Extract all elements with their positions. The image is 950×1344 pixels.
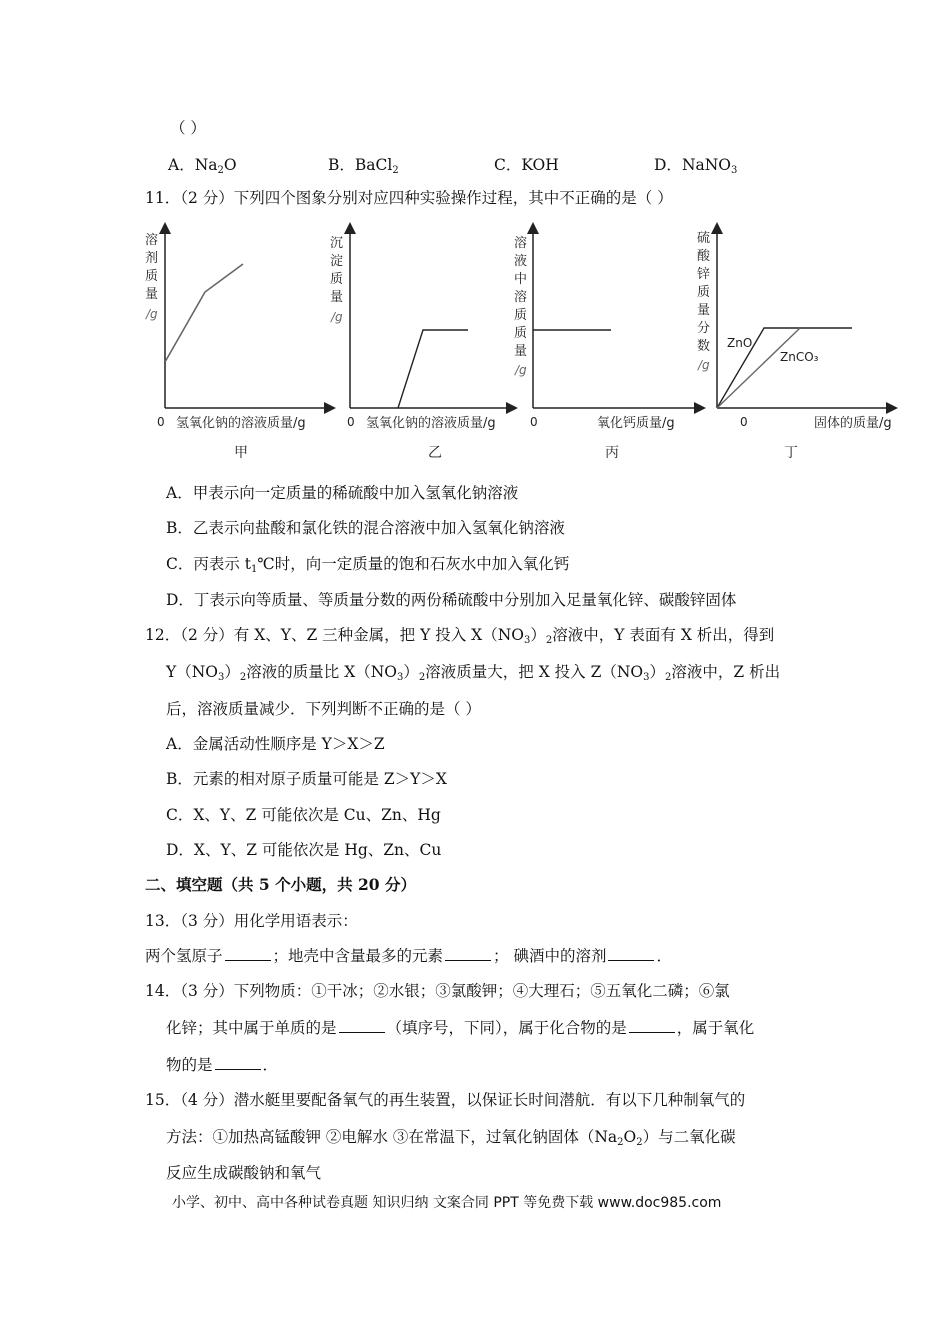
graph-yi-ylabel-char: 沉 — [330, 236, 344, 251]
q14-line1: 14．（3 分）下列物质：①干冰；②水银；③氯酸钾；④大理石；⑤五氧化二磷；⑥氯 — [145, 982, 730, 1000]
graph-yi-caption: 乙 — [428, 445, 442, 460]
graph-jia-curve — [165, 264, 243, 362]
graph-ding-ylabel-char: 硫 — [697, 231, 711, 246]
q12-option-a: A．金属活动性顺序是 Y＞X＞Z — [166, 735, 385, 753]
graph-ding-xlabel: 固体的质量/g — [814, 416, 892, 431]
graph-ding-ylabel-char: 量 — [697, 303, 711, 318]
q11-option-b: B．乙表示向盐酸和氯化铁的混合溶液中加入氢氧化钠溶液 — [166, 519, 565, 537]
graph-jia-yunit: /g — [146, 307, 158, 321]
q12-option-b: B．元素的相对原子质量可能是 Z＞Y＞X — [166, 770, 447, 788]
q15-line3: 反应生成碳酸钠和氧气 — [166, 1164, 322, 1182]
q13-blanks: 两个氢原子 ；地壳中含量最多的元素 ； 碘酒中的溶剂 ． — [145, 947, 672, 965]
graph-jia-ylabel-char: 量 — [145, 287, 159, 302]
q10-option-c: C．KOH — [494, 156, 559, 174]
graph-bing-caption: 丙 — [605, 445, 619, 460]
graph-ding — [697, 228, 892, 460]
graph-bing-ylabel-char: 质 — [514, 308, 528, 323]
graph-jia-ylabel — [145, 232, 158, 302]
q10-option-b: B．BaCl$_2$ — [328, 156, 399, 176]
graph-bing-ylabel — [514, 235, 527, 359]
q11-option-c: C．丙表示 $t_1℃$时，向一定质量的饱和石灰水中加入氧化钙 — [166, 555, 570, 575]
graph-yi-origin: 0 — [347, 415, 355, 429]
answer-blank[interactable] — [225, 946, 271, 961]
footer-text: 小学、初中、高中各种试卷真题 知识归纳 文案合同 PPT 等免费下载 www.doc985.com — [172, 1195, 722, 1211]
graph-yi-ylabel — [330, 236, 343, 305]
graph-bing-ylabel-char: 液 — [514, 254, 528, 269]
graph-yi-ylabel-char: 淀 — [330, 254, 344, 269]
q12-option-d: D．X、Y、Z 可能依次是 Hg、Zn、Cu — [166, 841, 442, 859]
graph-jia-ylabel-char: 溶 — [145, 233, 159, 248]
q10-paren: （ ） — [170, 119, 206, 137]
graph-bing-ylabel-char: 溶 — [514, 236, 528, 251]
q14-line3: 物的是 ． — [166, 1056, 279, 1074]
q12-line2: $Y(NO_3)_2$溶液的质量比 $X(NO_3)_2$溶液质量大，把 X 投入 $Z(NO_3)_2$溶液中，Z 析出 — [166, 663, 781, 683]
graph-ding-ylabel-char: 酸 — [697, 249, 711, 264]
graph-yi-ylabel-char: 量 — [330, 290, 344, 305]
graph-bing-origin: 0 — [530, 415, 538, 429]
graph-yi-ylabel-char: 质 — [330, 272, 344, 287]
q11-option-a: A．甲表示向一定质量的稀硫酸中加入氢氧化钠溶液 — [166, 484, 519, 502]
section-heading: 二、填空题（共 5 个小题，共 20 分） — [145, 875, 416, 894]
graph-ding-ylabel-char: 质 — [697, 285, 711, 300]
graph-jia-xlabel: 氢氧化钠的溶液质量/g — [176, 416, 306, 431]
answer-blank[interactable] — [629, 1018, 675, 1033]
graph-bing-ylabel-char: 量 — [514, 344, 528, 359]
graph-yi-xlabel: 氢氧化钠的溶液质量/g — [366, 416, 496, 431]
graph-ding-label-znco3: ZnCO₃ — [780, 350, 819, 364]
graph-jia-origin: 0 — [157, 415, 165, 429]
graph-bing-xlabel: 氧化钙质量/g — [597, 416, 675, 431]
graph-yi-yunit: /g — [331, 310, 343, 324]
q11-graphs — [0, 220, 950, 460]
q12-option-c: C．X、Y、Z 可能依次是 Cu、Zn、Hg — [166, 806, 441, 824]
graph-ding-caption: 丁 — [784, 445, 798, 460]
answer-blank[interactable] — [445, 946, 491, 961]
q12-line1: 12．（2 分）有 X、Y、Z 三种金属，把 Y 投入 $X(NO_3)_2$溶液中，Y 表面有 X 析出，得到 — [145, 626, 775, 646]
graph-jia-ylabel-char: 剂 — [145, 251, 159, 266]
graph-bing-ylabel-char: 质 — [514, 326, 528, 341]
graph-jia — [145, 228, 330, 460]
answer-blank[interactable] — [215, 1055, 261, 1070]
answer-blank[interactable] — [608, 946, 654, 961]
graph-ding-ylabel — [697, 231, 711, 354]
graph-ding-label-zno: ZnO — [727, 336, 753, 350]
graph-bing — [514, 228, 700, 460]
graph-yi — [330, 228, 512, 460]
graph-bing-ylabel-char: 溶 — [514, 290, 528, 305]
q14-line2: 化锌；其中属于单质的是 （填序号，下同），属于化合物的是 ，属于氧化 — [166, 1019, 755, 1037]
graph-ding-ylabel-char: 数 — [697, 339, 711, 354]
q10-option-a: A．$Na_2O$ — [168, 156, 237, 176]
graph-bing-yunit: /g — [515, 363, 527, 377]
graph-jia-caption: 甲 — [234, 445, 248, 460]
answer-blank[interactable] — [339, 1018, 385, 1033]
graph-jia-ylabel-char: 质 — [145, 269, 159, 284]
q10-option-d: D．NaNO$_3$ — [654, 156, 738, 176]
q13-stem: 13．（3 分）用化学用语表示： — [145, 912, 358, 930]
graph-ding-yunit: /g — [698, 358, 710, 372]
graph-yi-curve — [398, 330, 468, 408]
graph-ding-ylabel-char: 分 — [697, 321, 711, 336]
graph-ding-ylabel-char: 锌 — [697, 267, 711, 282]
q15-line1: 15．（4 分）潜水艇里要配备氧气的再生装置，以保证长时间潜航．有以下几种制氧气的 — [145, 1091, 746, 1109]
q11-option-d: D．丁表示向等质量、等质量分数的两份稀硫酸中分别加入足量氧化锌、碳酸锌固体 — [166, 591, 737, 609]
graph-ding-origin: 0 — [740, 415, 748, 429]
q15-line2: 方法：①加热高锰酸钾 ②电解水 ③在常温下，过氧化钠固体$(Na_2O_2)$与二氧化碳 — [166, 1128, 736, 1148]
graph-bing-ylabel-char: 中 — [514, 272, 528, 287]
q11-stem: 11．（2 分）下列四个图象分别对应四种实验操作过程，其中不正确的是（ ） — [145, 189, 673, 207]
q12-line3: 后，溶液质量减少．下列判断不正确的是（ ） — [166, 700, 481, 718]
